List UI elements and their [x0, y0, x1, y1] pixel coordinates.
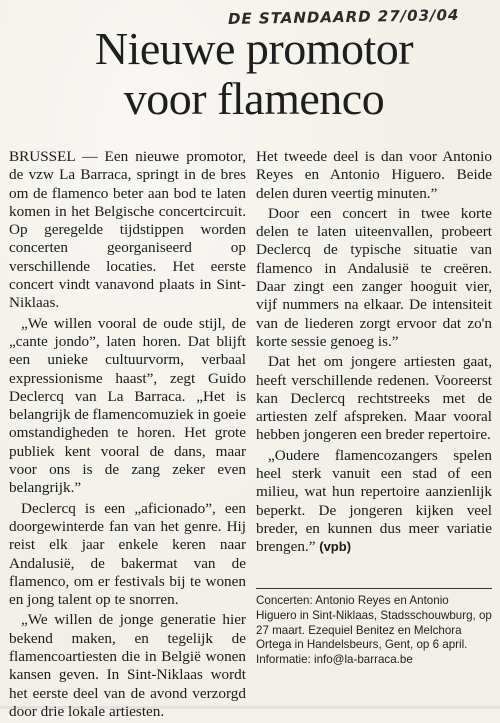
headline	[44, 24, 464, 124]
headline-line-2: voor flamenco	[123, 73, 385, 124]
paragraph: „We willen vooral de oude stijl, de „cante jondo”, laten horen. Dat blijft een unieke cultuurvorm, verbaal expressionisme haast”, zegt Guido Declercq van La Barraca. „Het is belangrijk de flamencomuziek in goeie omstandigheden te horen. Het grote publiek kent vooral de dans, maar voor ons is de zang zeker even belangrijk.”	[9, 314, 247, 497]
paragraph: Dat het om jongere artiesten gaat, heeft verschillende redenen. Vooreerst kan Declercq rechtstreeks met de artiesten zelf afspreken. Maar vooral hebben jongeren een breder repertoire.	[256, 353, 492, 444]
paragraph: Declercq is een „aficionado”, een doorgewinterde fan van het genre. Hij reist elk jaar enkele keren naar Andalusië, de bakermat van de flamenco, om er festivals bij te wonen en jong talent op te snorren.	[9, 499, 246, 609]
paragraph: Door een concert in twee korte delen te laten uiteenvallen, probeert Declercq de typische situatie van flamenco in Andalusië te creëren. Daar zingt een zanger hooguit vier, vijf nummers na elkaar. De intensiteit van de liederen zorgt ervoor dat zo'n korte sessie genoeg is.”	[256, 204, 492, 350]
article-column-left	[9, 148, 246, 723]
info-divider	[256, 588, 492, 589]
paragraph: BRUSSEL — Een nieuwe promotor, de vzw La Barraca, springt in de bres om de flamenco beter aan bod te laten komen in het Belgische concertcircuit. Op geregelde tijdstippen worden concerten georganiseerd op verschillende locaties. Het eerste concert vindt vanavond plaats in Sint-Niklaas.	[9, 148, 246, 312]
paragraph: „We willen de jonge generatie hier bekend maken, en tegelijk de flamencoartiesten die in België wonen kansen geven. In Sint-Niklaas wordt het eerste deel van de avond verzorgd door drie lokale artiesten.	[9, 611, 246, 720]
concert-info-box: Concerten: Antonio Reyes en Antonio Higuero in Sint-Niklaas, Stadsschouwburg, op 27 maart. Ezequiel Benitez en Melchora Ortega in Handelsbeurs, Gent, op 6 april. Informatie: info@la-barraca.be	[256, 594, 492, 667]
paragraph	[256, 447, 492, 557]
handwritten-source-note: DE STANDAARD 27/03/04	[227, 5, 460, 29]
paragraph: Het tweede deel is dan voor Antonio Reyes en Antonio Higuero. Beide delen duren veertig minuten.”	[256, 148, 492, 202]
byline: (vpb)	[319, 539, 352, 555]
paragraph-text: „Oudere flamencozangers spelen heel sterk vanuit een stad of een milieu, wat hun repertoire aanzienlijk beperkt. De jongeren kijken veel breder, en kunnen dus meer variatie brengen.”	[256, 446, 492, 556]
article-column-right	[256, 148, 492, 559]
headline-line-1: Nieuwe promotor	[94, 23, 414, 74]
